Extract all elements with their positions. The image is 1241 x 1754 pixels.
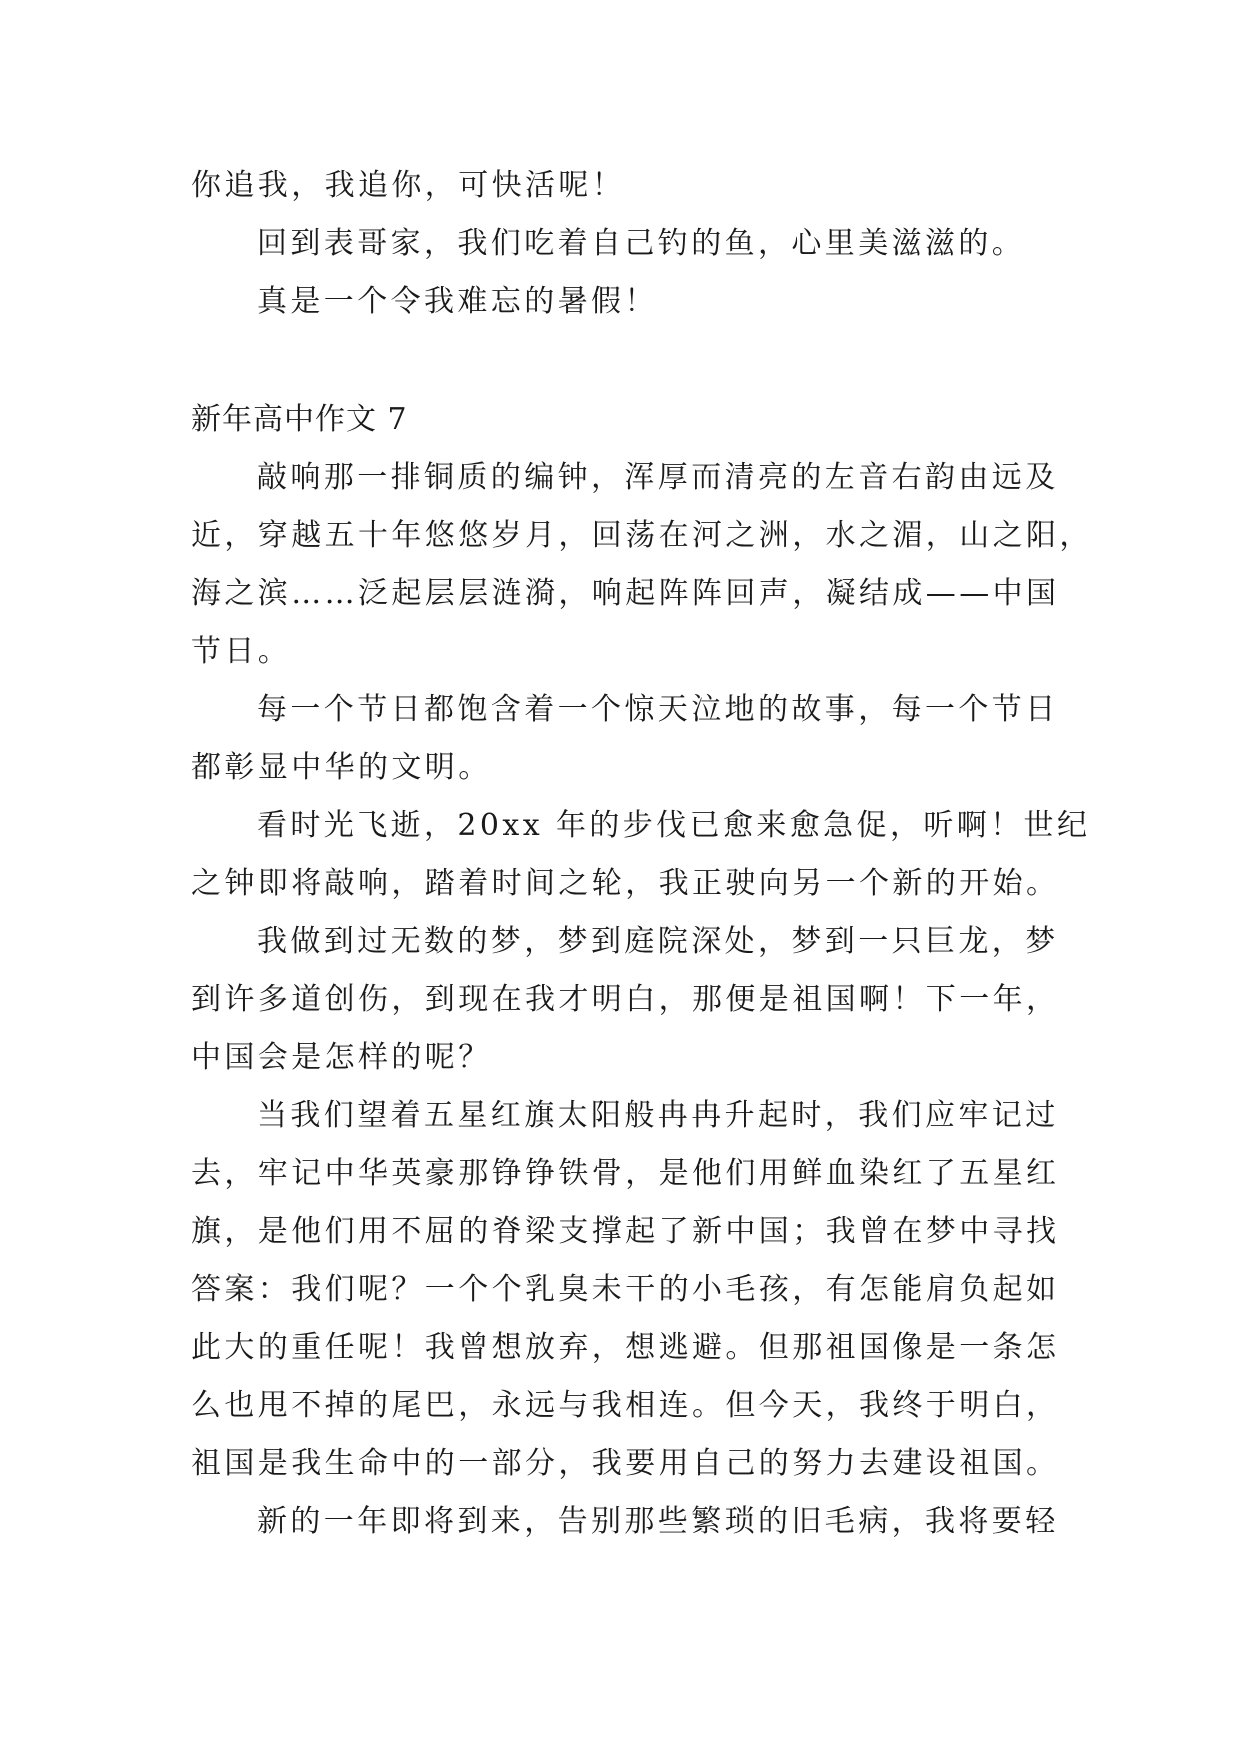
paragraph-first-line: 回到表哥家，我们吃着自己钓的鱼，心里美滋滋的。 — [257, 226, 1026, 261]
text-line: 你追我，我追你，可快活呢！ — [191, 168, 626, 203]
text-line: 近，穿越五十年悠悠岁月，回荡在河之洲，水之湄，山之阳， — [191, 518, 1093, 553]
paragraph-first-line: 敲响那一排铜质的编钟，浑厚而清亮的左音右韵由远及 — [257, 460, 1059, 495]
paragraph-first-line: 每一个节日都饱含着一个惊天泣地的故事，每一个节日 — [257, 692, 1059, 727]
text-line: 旗，是他们用不屈的脊梁支撑起了新中国；我曾在梦中寻找 — [191, 1214, 1060, 1249]
text-line: 到许多道创伤，到现在我才明白，那便是祖国啊！下一年， — [191, 982, 1060, 1017]
text-line: 都彰显中华的文明。 — [191, 750, 492, 785]
paragraph-first-line: 当我们望着五星红旗太阳般冉冉升起时，我们应牢记过 — [257, 1098, 1059, 1133]
paragraph-first-line: 新的一年即将到来，告别那些繁琐的旧毛病，我将要轻 — [257, 1504, 1059, 1539]
text-line: 此大的重任呢！我曾想放弃，想逃避。但那祖国像是一条怎 — [191, 1330, 1060, 1365]
text-line: 祖国是我生命中的一部分，我要用自己的努力去建设祖国。 — [191, 1446, 1060, 1481]
section-heading: 新年高中作文 7 — [191, 402, 408, 437]
text-line: 么也甩不掉的尾巴，永远与我相连。但今天，我终于明白， — [191, 1388, 1060, 1423]
text-line: 中国会是怎样的呢？ — [191, 1040, 492, 1075]
text-line: 之钟即将敲响，踏着时间之轮，我正驶向另一个新的开始。 — [191, 866, 1060, 901]
text-line: 去，牢记中华英豪那铮铮铁骨，是他们用鲜血染红了五星红 — [191, 1156, 1060, 1191]
paragraph-first-line: 看时光飞逝，20xx 年的步伐已愈来愈急促，听啊！世纪 — [257, 808, 1091, 843]
paragraph-first-line: 真是一个令我难忘的暑假！ — [257, 284, 658, 319]
text-line: 答案：我们呢？一个个乳臭未干的小毛孩，有怎能肩负起如 — [191, 1272, 1060, 1307]
text-line: 节日。 — [191, 634, 292, 669]
text-line: 海之滨……泛起层层涟漪，响起阵阵回声，凝结成——中国 — [191, 576, 1060, 611]
paragraph-first-line: 我做到过无数的梦，梦到庭院深处，梦到一只巨龙，梦 — [257, 924, 1059, 959]
